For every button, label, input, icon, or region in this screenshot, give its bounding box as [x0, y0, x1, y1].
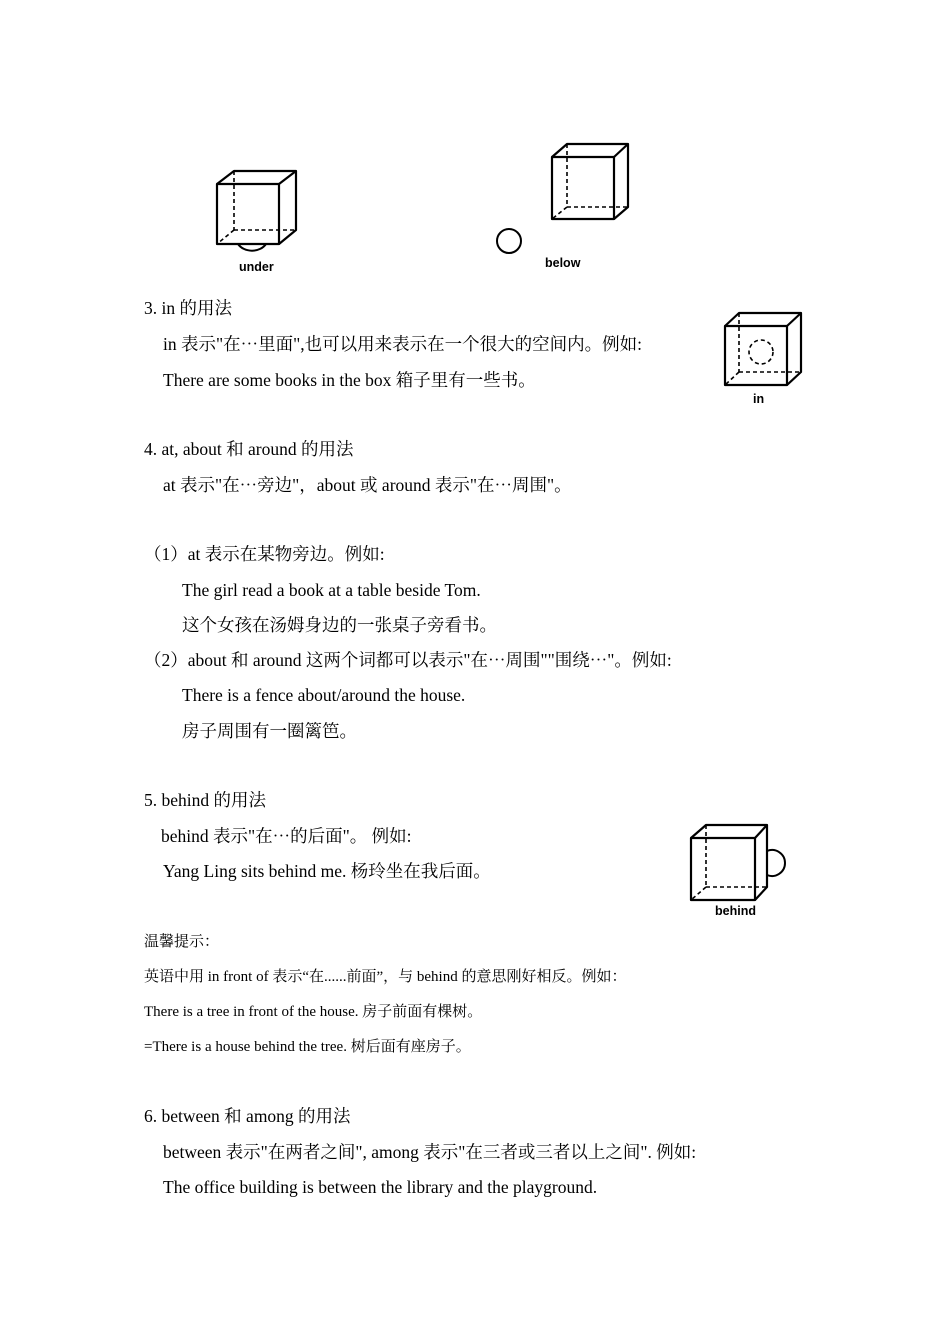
section-4-sub1-example-en: The girl read a book at a table beside Tom. — [182, 580, 481, 600]
tip-line-3: =There is a house behind the tree. 树后面有座房子。 — [144, 1039, 471, 1055]
section-4-sub1-title: （1）at 表示在某物旁边。例如: — [144, 544, 385, 564]
in-figure — [719, 308, 809, 406]
below-figure — [493, 140, 633, 270]
cube-under-illustration — [212, 166, 302, 256]
section-4-heading: 4. at, about 和 around 的用法 — [144, 439, 354, 459]
under-label: under — [239, 260, 274, 274]
below-label: below — [545, 256, 581, 270]
section-4-sub1-example-zh: 这个女孩在汤姆身边的一张桌子旁看书。 — [182, 615, 497, 635]
cube-in-illustration — [719, 308, 809, 392]
cube-below-illustration — [493, 140, 633, 260]
tip-line-2: There is a tree in front of the house. 房子前面有棵树。 — [144, 1004, 483, 1020]
section-3-description: in 表示"在⋯里面",也可以用来表示在一个很大的空间内。例如: — [163, 334, 643, 354]
section-4-sub2-example-zh: 房子周围有一圈篱笆。 — [182, 721, 357, 741]
under-figure — [212, 166, 302, 274]
cube-behind-illustration — [686, 821, 790, 907]
tip-line-1: 英语中用 in front of 表示“在......前面”，与 behind 的意思刚好相反。例如： — [144, 969, 627, 985]
in-label: in — [753, 392, 765, 406]
section-6-description: between 表示"在两者之间", among 表示"在三者或三者以上之间". 例如: — [163, 1142, 697, 1162]
tip-title: 温馨提示： — [144, 934, 220, 950]
section-6-example: The office building is between the library and the playground. — [163, 1177, 598, 1197]
behind-label: behind — [715, 904, 756, 918]
section-4-sub2-example-en: There is a fence about/around the house. — [182, 685, 466, 705]
section-3-example: There are some books in the box 箱子里有一些书。 — [163, 370, 536, 390]
section-3-heading: 3. in 的用法 — [144, 298, 232, 318]
section-5-heading: 5. behind 的用法 — [144, 790, 267, 810]
behind-figure — [686, 821, 790, 918]
section-5-example: Yang Ling sits behind me. 杨玲坐在我后面。 — [163, 861, 491, 881]
section-5-description: behind 表示"在⋯的后面"。 例如: — [161, 826, 412, 846]
section-6-heading: 6. between 和 among 的用法 — [144, 1106, 351, 1126]
section-4-sub2-title: （2）about 和 around 这两个词都可以表示"在⋯周围""围绕⋯"。例如: — [144, 650, 672, 670]
section-4-description: at 表示"在⋯旁边"，about 或 around 表示"在⋯周围"。 — [163, 475, 572, 495]
